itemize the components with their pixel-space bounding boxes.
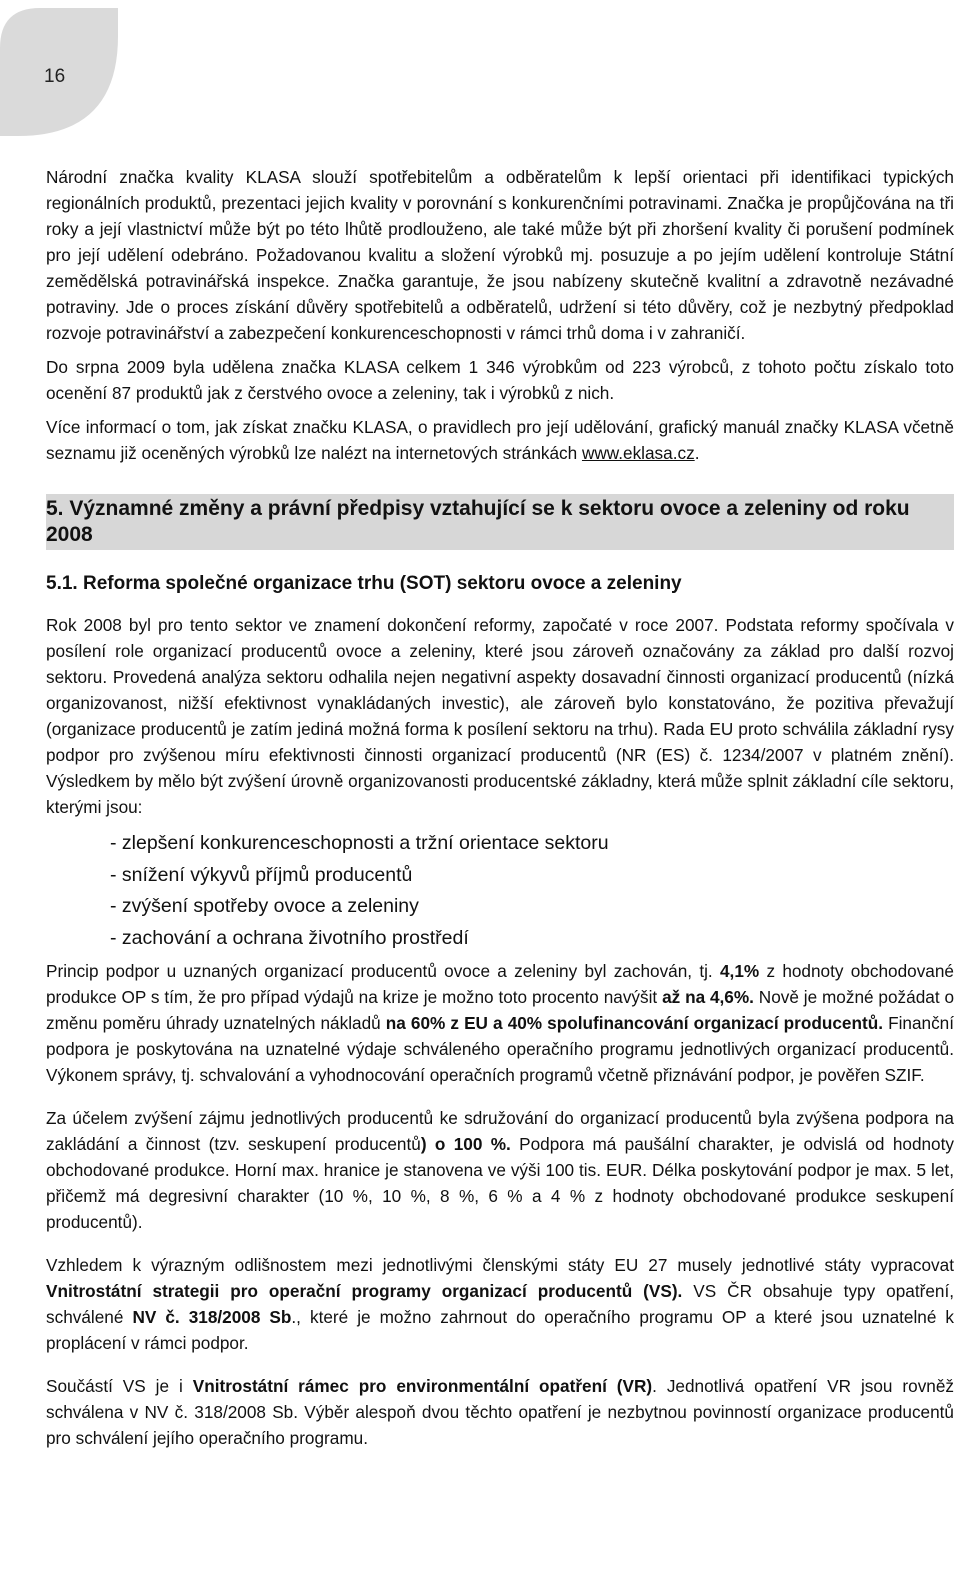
text-run: Vzhledem k výrazným odlišnostem mezi jednotlivými členskými státy EU 27 musely jednotlivé státy vypracovat: [46, 1255, 954, 1275]
sector-goals-list: [110, 828, 954, 954]
bold-run: až na 4,6%.: [662, 987, 754, 1007]
text-run: Finanční podpora je poskytována na uznatelné výdaje schváleného operačního programu jednotlivých organizací producentů. Výkonem správy, tj. schvalování a vyhodnocování operačních programů včetně přiznávání podpor, je pověřen SZIF.: [46, 1013, 954, 1085]
goal-item: - zachování a ochrana životního prostředí: [110, 926, 469, 949]
text-run: ., které je možno zahrnout do operačního programu OP a které jsou uznatelné k proplácení v rámci podpor.: [46, 1307, 955, 1353]
text-run: Podpora má paušální charakter, je odvislá od hodnoty obchodované produkce. Horní max. hranice je stanovena ve výši 100 tis. EUR. Délka poskytování podpor je max. 5 let, přičemž má degresivní charakter (10 %, 10 %, 8 %, 6 % a 4 % z hodnoty obchodované produkce seskupení producentů).: [46, 1134, 954, 1232]
bold-run: 4,1%: [719, 961, 760, 981]
subsection-heading: 5.1. Reforma společné organizace trhu (SOT) sektoru ovoce a zeleniny: [46, 573, 682, 594]
document-body: [46, 164, 954, 1468]
goal-item: - snížení výkyvů příjmů producentů: [110, 863, 413, 886]
more-info-end: .: [694, 443, 700, 463]
text-run: Princip podpor u uznaných organizací producentů ovoce a zeleniny byl zachován, tj.: [46, 961, 720, 981]
text-run: Za účelem zvýšení zájmu jednotlivých producentů ke sdružování do organizací producentů byla zvýšena podpora na zakládání a činnost (tzv. seskupení producentů: [46, 1108, 954, 1154]
environmental-framework-paragraph: [46, 1373, 954, 1451]
klasa-more-info-paragraph: [46, 414, 954, 466]
text-run: z hodnoty obchodované produkce OP s tím, že pro případ výdajů na krize je možno toto procento navýšit: [46, 961, 954, 1007]
page-number: 16: [44, 66, 66, 87]
more-info-text: Více informací o tom, jak získat značku KLASA, o pravidlech pro její udělování, grafický manuál značky KLASA včetně seznamu již oceněných výrobků lze nalézt na internetových stránkách: [46, 417, 954, 463]
bold-run: NV č. 318/2008 Sb: [132, 1307, 292, 1327]
text-run: Součástí VS je i: [46, 1376, 193, 1396]
bold-run: na 60% z EU a 40% spolufinancování organizací producentů.: [385, 1013, 883, 1033]
text-run: . Jednotlivá opatření VR jsou rovněž schválena v NV č. 318/2008 Sb. Výběr alespoň dvou těchto opatření je nezbytnou povinností organizace producentů pro schválení jejího operačního programu.: [46, 1376, 955, 1448]
producer-groups-paragraph: [46, 1105, 954, 1235]
bold-run: Vnitrostátní strategii pro operační programy organizací producentů (VS).: [46, 1281, 683, 1301]
national-strategy-paragraph: [46, 1252, 954, 1356]
goal-item: - zlepšení konkurenceschopnosti a tržní orientace sektoru: [110, 832, 609, 854]
support-principle-paragraph: [46, 958, 954, 1088]
goal-item: - zvýšení spotřeby ovoce a zeleniny: [110, 895, 419, 917]
bold-run: ) o 100 %.: [420, 1134, 511, 1154]
text-run: VS ČR obsahuje typy opatření, schválené: [46, 1281, 954, 1327]
section-heading: 5. Významné změny a právní předpisy vztahující se k sektoru ovoce a zeleniny od roku 2008: [46, 494, 954, 550]
klasa-paragraph: Národní značka kvality KLASA slouží spotřebitelům a odběratelům k lepší orientaci při identifikaci typických regionálních produktů, prezentaci jejich kvality v porovnání s konkurenčními potravinami. Značka je propůjčována na tři roky a její vlastnictví může být po této lhůtě prodlouženo, ale také může být při zhoršení kvality či porušení podmínek pro její udělení odebráno. Požadovanou kvalitu a složení výrobků mj. posuzuje a po jejím udělení kontroluje Státní zemědělská potravinářská inspekce. Značka garantuje, že jsou nabízeny skutečně kvalitní a zdravotně nezávadné potraviny. Jde o proces získání důvěry spotřebitelů a odběratelů, udržení si této důvěry, což je nezbytný předpoklad rozvoje potravinářství a zabezpečení konkurenceschopnosti v rámci trhů doma i v zahraničí.: [46, 167, 954, 343]
bold-run: Vnitrostátní rámec pro environmentální opatření (VR): [192, 1376, 653, 1396]
klasa-statistics-paragraph: Do srpna 2009 byla udělena značka KLASA celkem 1 346 výrobkům od 223 výrobců, z tohoto počtu získalo toto ocenění 87 produktů jak z čerstvého ovoce a zeleniny, tak i výrobků z nich.: [46, 357, 954, 403]
eklasa-link[interactable]: www.eklasa.cz: [581, 443, 695, 463]
reform-paragraph: Rok 2008 byl pro tento sektor ve znamení dokončení reformy, započaté v roce 2007. Podstata reformy spočívala v posílení role organizací producentů ovoce a zeleniny, které jsou zároveň označovány za základ pro další rozvoj sektoru. Provedená analýza sektoru odhalila nejen negativní aspekty dosavadní činnosti organizací producentů (nízká organizovanost, nižší efektivnost vynakládaných investic), ale zároveň bylo konstatováno, že pozitiva převažují (organizace producentů je zatím jediná možná forma k posílení sektoru na trhu). Rada EU proto schválila základní rysy podpor pro zvýšenou míru efektivnosti činnosti organizací producentů (NR (ES) č. 1234/2007 v platném znění). Výsledkem by mělo být zvýšení úrovně organizovanosti producentské základny, která může splnit základní cíle sektoru, kterými jsou:: [46, 615, 954, 817]
text-run: Nově je možné požádat o změnu poměru úhrady uznatelných nákladů: [46, 987, 955, 1033]
